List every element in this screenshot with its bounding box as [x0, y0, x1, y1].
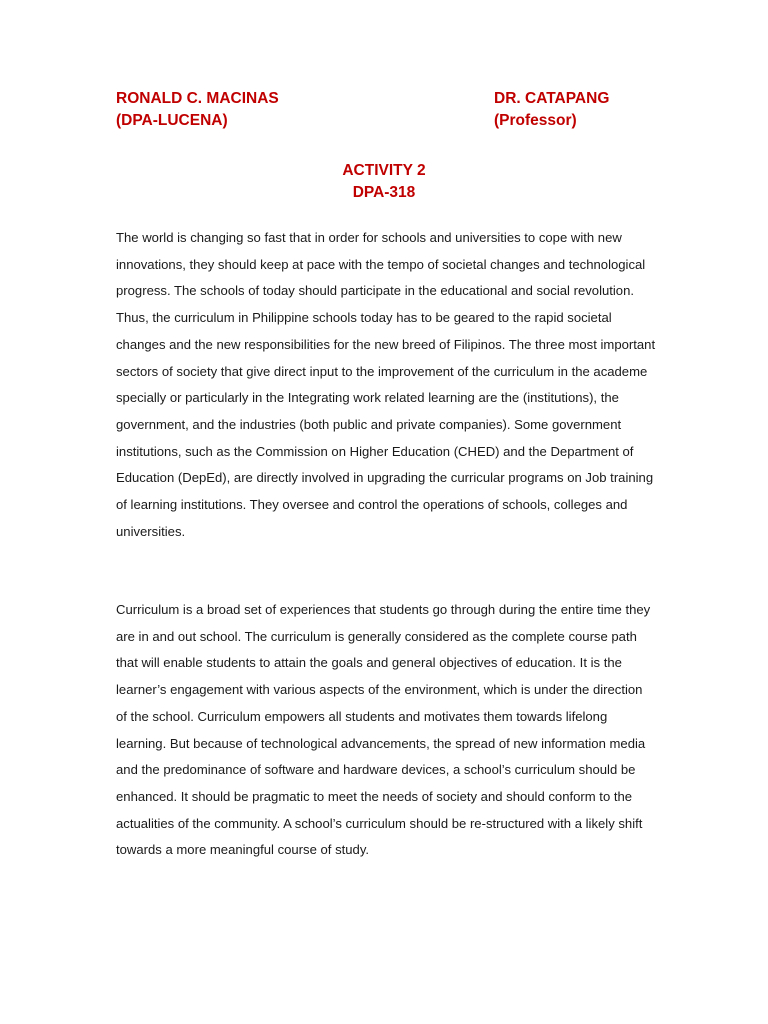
author-block	[116, 88, 279, 132]
body-paragraph-1: The world is changing so fast that in order for schools and universities to cope with new innovations, they should keep at pace with the tempo of societal changes and technological progress. The schools of today should participate in the educational and social revolution. Thus, the curriculum in Philippine schools today has to be geared to the rapid societal changes and the new responsibilities for the new breed of Filipinos. The three most important sectors of society that give direct input to the improvement of the curriculum in the academe specially or particularly in the Integrating work related learning are the (institutions), the government, and the industries (both public and private companies). Some government institutions, such as the Commission on Higher Education (CHED) and the Department of Education (DepEd), are directly involved in upgrading the curricular programs on Job training of learning institutions. They oversee and control the operations of schools, colleges and universities.	[116, 230, 656, 539]
author-affiliation: (DPA-LUCENA)	[116, 112, 228, 129]
professor-role: (Professor)	[494, 112, 577, 129]
professor-name: DR. CATAPANG	[494, 90, 610, 107]
document-title	[0, 160, 768, 204]
body-paragraph-2: Curriculum is a broad set of experiences that students go through during the entire time they are in and out school. The curriculum is generally considered as the complete course path that will enable students to attain the goals and general objectives of education. It is the learner’s engagement with various aspects of the environment, which is under the direction of the school. Curriculum empowers all students and motivates them towards lifelong learning. But because of technological advancements, the spread of new information media and the predominance of software and hardware devices, a school’s curriculum should be enhanced. It should be pragmatic to meet the needs of society and should conform to the actualities of the community. A school’s curriculum should be re-structured with a likely shift towards a more meaningful course of study.	[116, 602, 651, 858]
activity-title: ACTIVITY 2	[342, 162, 426, 179]
professor-block	[494, 88, 609, 132]
course-code: DPA-318	[352, 184, 416, 201]
author-name: RONALD C. MACINAS	[116, 90, 279, 107]
